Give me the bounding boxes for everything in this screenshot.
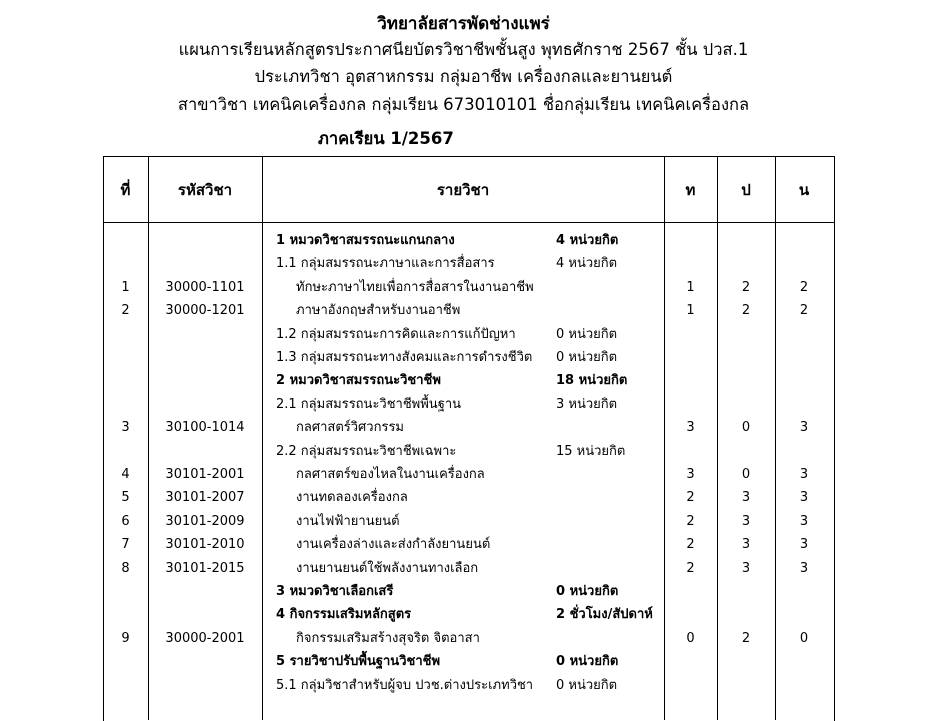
category-label: 2 หมวดวิชาสมรรถนะวิชาชีพ bbox=[276, 373, 441, 389]
program-type: ประเภทวิชา อุตสาหกรรม กลุ่มอาชีพ เครื่องกลและยานยนต์ bbox=[254, 67, 673, 86]
theory-hours: 1 bbox=[686, 303, 695, 319]
row-number: 6 bbox=[121, 513, 130, 529]
theory-hours bbox=[664, 442, 717, 462]
theory-hours bbox=[664, 395, 717, 415]
theory-hours: 1 bbox=[686, 279, 695, 295]
major-group: สาขาวิชา เทคนิคเครื่องกล กลุ่มเรียน 673010101 ชื่อกลุ่มเรียน เทคนิคเครื่องกล bbox=[177, 95, 750, 114]
course-code bbox=[148, 395, 262, 415]
theory-hours: 0 bbox=[686, 630, 695, 646]
category-label: 1.1 กลุ่มสมรรถนะภาษาและการสื่อสาร bbox=[276, 256, 495, 272]
row-number: 7 bbox=[121, 537, 130, 553]
credit-units: 0 หน่วยกิต bbox=[556, 350, 618, 365]
practice-hours bbox=[717, 582, 775, 602]
practice-hours: 0 bbox=[741, 467, 751, 482]
credits bbox=[775, 371, 833, 391]
row-number: 9 bbox=[121, 630, 130, 646]
theory-hours: 2 bbox=[686, 513, 695, 529]
theory-hours bbox=[664, 605, 717, 625]
course-code: 30101-2015 bbox=[165, 560, 245, 576]
row-number: 1 bbox=[121, 279, 130, 295]
row-number bbox=[103, 371, 148, 391]
row-number bbox=[103, 231, 148, 251]
practice-hours bbox=[717, 652, 775, 672]
row-number: 3 bbox=[121, 420, 130, 436]
credits bbox=[775, 676, 833, 696]
practice-hours: 2 bbox=[741, 279, 751, 295]
course-code: 30101-2010 bbox=[165, 537, 245, 553]
theory-hours: 3 bbox=[686, 420, 695, 436]
credits bbox=[775, 652, 833, 672]
course-code: 30000-1101 bbox=[165, 279, 245, 295]
theory-hours bbox=[664, 652, 717, 672]
row-number: 2 bbox=[121, 303, 130, 319]
course-name: งานไฟฟ้ายานยนต์ bbox=[296, 513, 400, 529]
practice-hours bbox=[717, 348, 775, 368]
row-number bbox=[103, 325, 148, 345]
practice-hours: 3 bbox=[741, 513, 751, 529]
theory-hours bbox=[664, 348, 717, 368]
practice-hours bbox=[717, 254, 775, 274]
credits: 2 bbox=[799, 279, 809, 295]
credits bbox=[775, 231, 833, 251]
practice-hours bbox=[717, 371, 775, 391]
credit-units: 4 หน่วยกิต bbox=[556, 256, 618, 272]
college-name: วิทยาลัยสารพัดช่างแพร่ bbox=[377, 14, 550, 34]
practice-hours: 2 bbox=[741, 630, 751, 646]
theory-hours bbox=[664, 371, 717, 391]
practice-hours: 3 bbox=[741, 490, 751, 506]
credits: 0 bbox=[799, 630, 809, 646]
credits: 3 bbox=[799, 467, 809, 482]
credit-units: 3 หน่วยกิต bbox=[556, 396, 618, 412]
col-header-no: ที่ bbox=[120, 181, 131, 199]
course-name: กลศาสตร์วิศวกรรม bbox=[296, 420, 405, 436]
category-label: 1 หมวดวิชาสมรรถนะแกนกลาง bbox=[276, 233, 455, 248]
course-name: งานเครื่องล่างและส่งกำลังยานยนต์ bbox=[296, 537, 491, 553]
category-label: 2.2 กลุ่มสมรรถนะวิชาชีพเฉพาะ bbox=[276, 443, 457, 459]
curriculum-title: แผนการเรียนหลักสูตรประกาศนียบัตรวิชาชีพชั้นสูง พุทธศักราช 2567 ชั้น ปวส.1 bbox=[178, 40, 749, 59]
category-label: 1.3 กลุ่มสมรรถนะทางสังคมและการดำรงชีวิต bbox=[276, 350, 533, 365]
credits: 3 bbox=[799, 560, 809, 576]
credits: 2 bbox=[799, 303, 809, 319]
course-name: กิจกรรมเสริมสร้างสุจริต จิตอาสา bbox=[296, 630, 480, 646]
row-number bbox=[103, 348, 148, 368]
category-label: 5.1 กลุ่มวิชาสำหรับผู้จบ ปวช.ต่างประเภทวิชา bbox=[276, 677, 534, 693]
category-label: 5 รายวิชาปรับพื้นฐานวิชาชีพ bbox=[276, 654, 441, 670]
course-name: ภาษาอังกฤษสำหรับงานอาชีพ bbox=[296, 303, 461, 319]
credits: 3 bbox=[799, 490, 809, 506]
row-number bbox=[103, 442, 148, 462]
course-name: งานยานยนต์ใช้พลังงานทางเลือก bbox=[296, 560, 479, 576]
column-divider bbox=[262, 156, 263, 720]
theory-hours bbox=[664, 676, 717, 696]
credit-units: 2 ชั่วโมง/สัปดาห์ bbox=[556, 607, 653, 623]
course-name: งานทดลองเครื่องกล bbox=[296, 490, 408, 506]
theory-hours bbox=[664, 325, 717, 345]
practice-hours bbox=[717, 325, 775, 345]
col-header-code: รหัสวิชา bbox=[177, 181, 233, 199]
credits: 3 bbox=[799, 537, 809, 553]
col-header-credits: น bbox=[798, 181, 810, 199]
practice-hours bbox=[717, 231, 775, 251]
row-number bbox=[103, 395, 148, 415]
theory-hours: 2 bbox=[686, 490, 695, 506]
course-code: 30101-2009 bbox=[165, 513, 245, 529]
credits bbox=[775, 582, 833, 602]
practice-hours bbox=[717, 676, 775, 696]
row-number bbox=[103, 652, 148, 672]
credit-units: 18 หน่วยกิต bbox=[556, 373, 628, 389]
course-code: 30101-2001 bbox=[165, 467, 245, 482]
course-code bbox=[148, 371, 262, 391]
credit-units: 15 หน่วยกิต bbox=[556, 443, 626, 459]
row-number: 5 bbox=[121, 490, 130, 506]
semester-label: ภาคเรียน 1/2567 bbox=[318, 129, 454, 148]
credit-units: 4 หน่วยกิต bbox=[556, 233, 619, 248]
row-number bbox=[103, 605, 148, 625]
category-label: 3 หมวดวิชาเลือกเสรี bbox=[276, 584, 394, 599]
credits: 3 bbox=[799, 420, 809, 436]
practice-hours bbox=[717, 442, 775, 462]
row-number: 4 bbox=[121, 467, 130, 482]
theory-hours: 2 bbox=[686, 537, 695, 553]
credit-units: 0 หน่วยกิต bbox=[556, 584, 619, 599]
credit-units: 0 หน่วยกิต bbox=[556, 326, 618, 342]
course-code bbox=[148, 325, 262, 345]
col-header-theory: ท bbox=[685, 181, 696, 199]
course-code bbox=[148, 652, 262, 672]
practice-hours: 0 bbox=[741, 420, 751, 436]
credits: 3 bbox=[799, 513, 809, 529]
credit-units: 0 หน่วยกิต bbox=[556, 654, 619, 670]
col-header-practice: ป bbox=[741, 181, 751, 199]
row-number bbox=[103, 676, 148, 696]
course-code bbox=[148, 582, 262, 602]
credits bbox=[775, 442, 833, 462]
course-code bbox=[148, 605, 262, 625]
row-number bbox=[103, 582, 148, 602]
course-code: 30000-2001 bbox=[165, 630, 245, 646]
credits bbox=[775, 254, 833, 274]
row-number: 8 bbox=[121, 560, 130, 576]
practice-hours: 3 bbox=[741, 560, 751, 576]
credits bbox=[775, 325, 833, 345]
course-code bbox=[148, 676, 262, 696]
course-code: 30101-2007 bbox=[165, 490, 245, 506]
credit-units: 0 หน่วยกิต bbox=[556, 677, 618, 693]
category-label: 2.1 กลุ่มสมรรถนะวิชาชีพพื้นฐาน bbox=[276, 396, 462, 412]
credits bbox=[775, 395, 833, 415]
course-code bbox=[148, 254, 262, 274]
theory-hours: 2 bbox=[686, 560, 695, 576]
course-code: 30000-1201 bbox=[165, 303, 245, 319]
practice-hours: 3 bbox=[741, 537, 751, 553]
theory-hours bbox=[664, 254, 717, 274]
credits bbox=[775, 348, 833, 368]
category-label: 1.2 กลุ่มสมรรถนะการคิดและการแก้ปัญหา bbox=[276, 326, 516, 342]
practice-hours bbox=[717, 605, 775, 625]
practice-hours bbox=[717, 395, 775, 415]
theory-hours: 3 bbox=[686, 467, 695, 482]
course-code: 30100-1014 bbox=[165, 420, 245, 436]
header-divider bbox=[103, 222, 834, 223]
course-code bbox=[148, 348, 262, 368]
course-code bbox=[148, 442, 262, 462]
col-header-subject: รายวิชา bbox=[436, 181, 490, 199]
course-name: ทักษะภาษาไทยเพื่อการสื่อสารในงานอาชีพ bbox=[296, 279, 534, 295]
theory-hours bbox=[664, 582, 717, 602]
theory-hours bbox=[664, 231, 717, 251]
practice-hours: 2 bbox=[741, 303, 751, 319]
category-label: 4 กิจกรรมเสริมหลักสูตร bbox=[276, 607, 412, 623]
course-name: กลศาสตร์ของไหลในงานเครื่องกล bbox=[296, 467, 485, 482]
course-code bbox=[148, 231, 262, 251]
credits bbox=[775, 605, 833, 625]
row-number bbox=[103, 254, 148, 274]
